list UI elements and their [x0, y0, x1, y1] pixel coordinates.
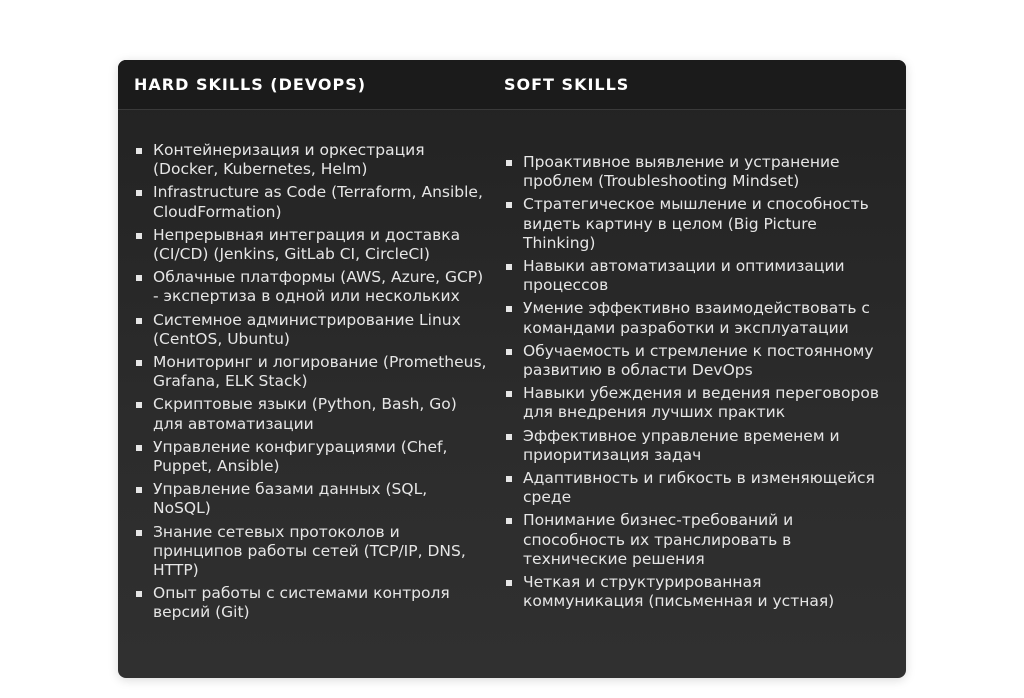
skills-card	[118, 60, 906, 678]
square-bullet-icon	[136, 445, 142, 451]
hard-skill-text: Infrastructure as Code (Terraform, Ansible, CloudFormation)	[153, 183, 483, 221]
hard-skill-item	[136, 268, 488, 306]
soft-skills-list	[506, 153, 886, 615]
soft-skill-text: Четкая и структурированная коммуникация (письменная и устная)	[523, 573, 835, 611]
square-bullet-icon	[506, 160, 512, 166]
square-bullet-icon	[136, 487, 142, 493]
square-bullet-icon	[506, 349, 512, 355]
hard-skill-text: Непрерывная интеграция и доставка (CI/CD) (Jenkins, GitLab CI, CircleCI)	[153, 225, 461, 264]
soft-skill-text: Понимание бизнес-требований и способность их транслировать в технические решения	[523, 511, 794, 568]
hard-skill-text: Управление базами данных (SQL, NoSQL)	[153, 480, 428, 518]
soft-skill-item	[506, 573, 886, 611]
soft-skill-text: Умение эффективно взаимодействовать с командами разработки и эксплуатации	[523, 299, 870, 337]
square-bullet-icon	[506, 580, 512, 586]
square-bullet-icon	[136, 591, 142, 597]
square-bullet-icon	[506, 476, 512, 482]
hard-skill-text: Мониторинг и логирование (Prometheus, Grafana, ELK Stack)	[153, 353, 487, 391]
square-bullet-icon	[506, 264, 512, 270]
soft-skill-item	[506, 153, 886, 191]
hard-skill-item	[136, 584, 488, 622]
soft-skill-item	[506, 384, 886, 422]
soft-skill-text: Проактивное выявление и устранение проблем (Troubleshooting Mindset)	[523, 153, 840, 191]
square-bullet-icon	[136, 318, 142, 324]
square-bullet-icon	[136, 530, 142, 536]
soft-skill-item	[506, 469, 886, 507]
hard-skill-text: Опыт работы с системами контроля версий (Git)	[153, 584, 450, 622]
soft-skill-text: Навыки убеждения и ведения переговоров для внедрения лучших практик	[523, 384, 879, 422]
hard-skill-text: Скриптовые языки (Python, Bash, Go) для автоматизации	[153, 395, 457, 433]
hard-skill-text: Системное администрирование Linux (CentOS, Ubuntu)	[153, 310, 461, 348]
soft-skill-item	[506, 427, 886, 465]
square-bullet-icon	[136, 148, 142, 154]
soft-skills-title: SOFT SKILLS	[504, 75, 630, 94]
skills-header	[118, 60, 906, 110]
hard-skill-item	[136, 311, 488, 349]
square-bullet-icon	[506, 306, 512, 312]
square-bullet-icon	[136, 275, 142, 281]
soft-skill-text: Обучаемость и стремление к постоянному развитию в области DevOps	[523, 341, 874, 380]
hard-skills-list	[136, 141, 488, 627]
soft-skill-text: Навыки автоматизации и оптимизации процессов	[523, 257, 845, 295]
hard-skill-text: Управление конфигурациями (Chef, Puppet, Ansible)	[153, 437, 448, 476]
square-bullet-icon	[136, 233, 142, 239]
soft-skill-item	[506, 342, 886, 380]
hard-skill-item	[136, 226, 488, 264]
square-bullet-icon	[506, 434, 512, 440]
soft-skill-text: Эффективное управление временем и приоритизация задач	[523, 426, 840, 464]
hard-skill-text: Контейнеризация и оркестрация (Docker, Kubernetes, Helm)	[153, 141, 425, 179]
hard-skill-text: Знание сетевых протоколов и принципов работы сетей (TCP/IP, DNS, HTTP)	[153, 522, 466, 580]
hard-skill-item	[136, 353, 488, 391]
hard-skill-item	[136, 183, 488, 221]
hard-skill-item	[136, 523, 488, 581]
soft-skill-item	[506, 257, 886, 295]
hard-skill-item	[136, 438, 488, 476]
square-bullet-icon	[506, 518, 512, 524]
square-bullet-icon	[506, 202, 512, 208]
square-bullet-icon	[136, 190, 142, 196]
hard-skill-text: Облачные платформы (AWS, Azure, GCP) - экспертиза в одной или нескольких	[153, 268, 484, 306]
square-bullet-icon	[506, 391, 512, 397]
soft-skill-text: Стратегическое мышление и способность видеть картину в целом (Big Picture Thinking)	[523, 195, 869, 252]
hard-skill-item	[136, 395, 488, 433]
hard-skills-title: HARD SKILLS (DEVOPS)	[134, 75, 367, 94]
soft-skill-text: Адаптивность и гибкость в изменяющейся среде	[523, 469, 875, 507]
soft-skill-item	[506, 299, 886, 337]
soft-skill-item	[506, 195, 886, 253]
hard-skill-item	[136, 141, 488, 179]
square-bullet-icon	[136, 360, 142, 366]
square-bullet-icon	[136, 402, 142, 408]
soft-skill-item	[506, 511, 886, 569]
hard-skill-item	[136, 480, 488, 518]
